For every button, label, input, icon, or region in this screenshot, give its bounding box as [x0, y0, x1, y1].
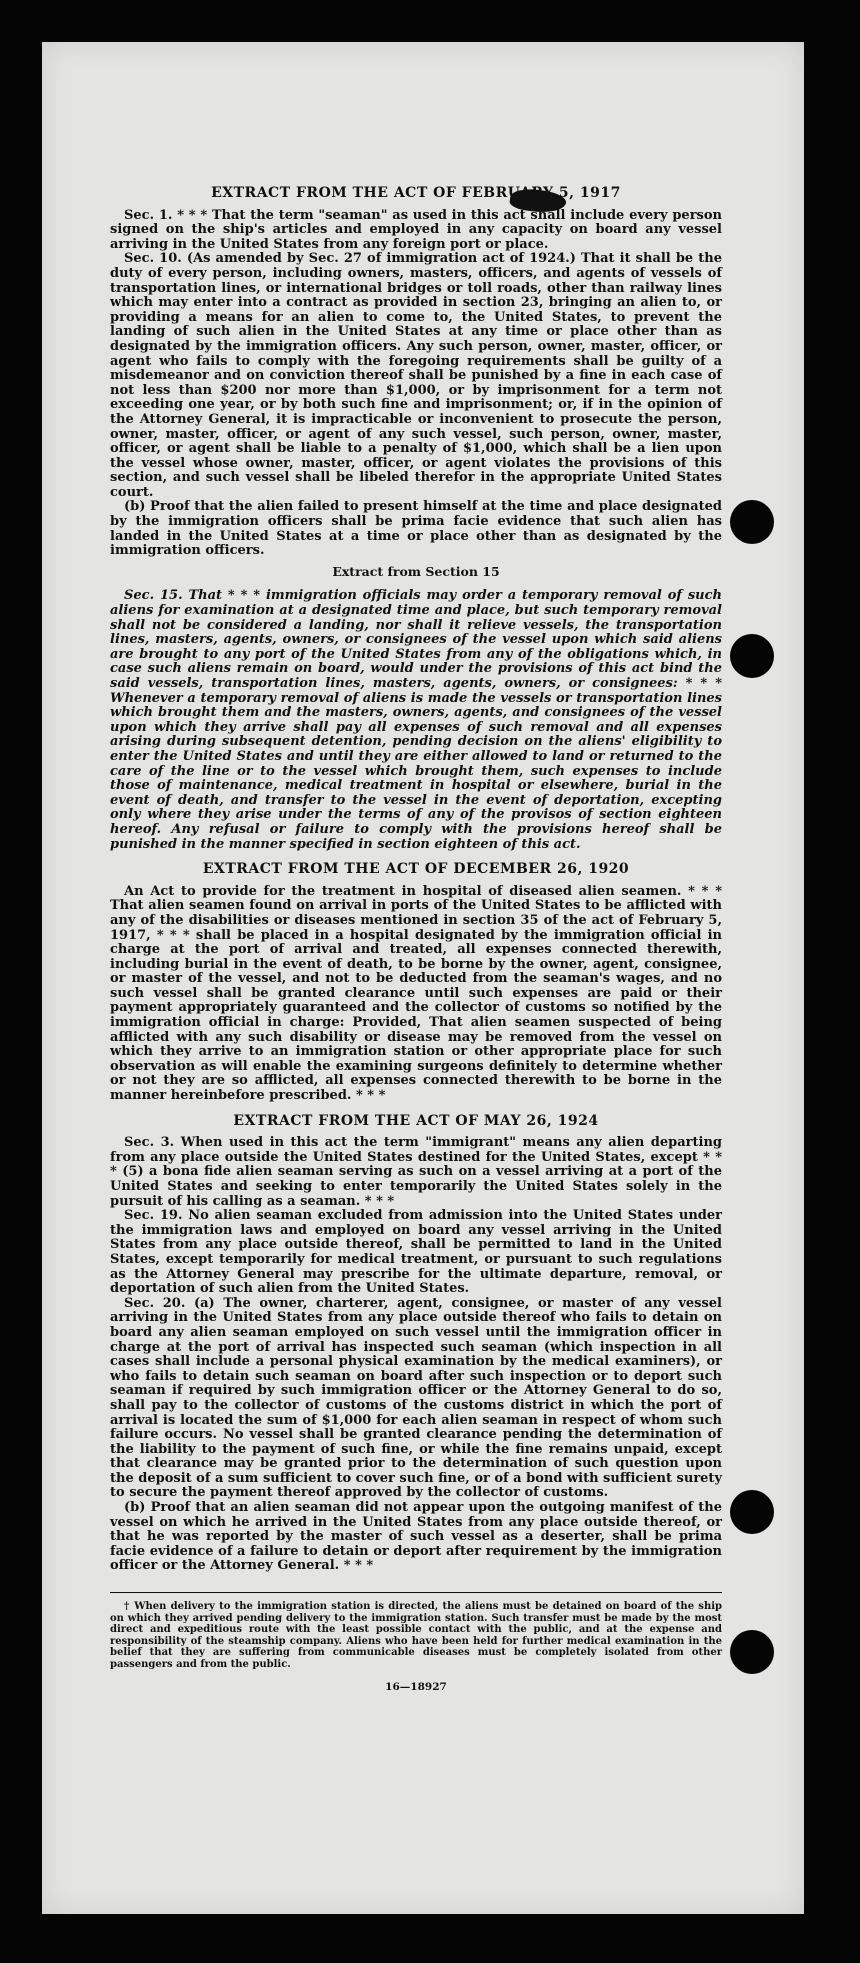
punch-hole: [730, 1490, 774, 1534]
footnote: † When delivery to the immigration station is directed, the aliens must be detained on board of the ship on which they arrived pending delivery to the immigration station. Such transfer must be made by the most direct and expeditious route with the least possible contact with the public, and at the expense and responsibility of the steamship company. Aliens who have been held for further medical examination in the belief that they are suffering from communicable diseases must be completely isolated from other passengers and from the public.: [110, 1601, 722, 1670]
section-heading: EXTRACT FROM THE ACT OF MAY 26, 1924: [233, 1112, 599, 1129]
paragraph: Sec. 19. No alien seaman excluded from admission into the United States under the immigration laws and employed on board any vessel arriving in the United States from any place outside thereof, shall be permitted to land in the United States, except temporarily for medical treatment, or pursuant to such regulations as the Attorney General may prescribe for the ultimate departure, removal, or deportation of such alien from the United States.: [110, 1208, 722, 1297]
punch-hole: [730, 500, 774, 544]
paragraph: An Act to provide for the treatment in hospital of diseased alien seamen. * * * That alien seamen found on arrival in ports of the United States to be afflicted with any of the disabilities or diseases mentioned in section 35 of the act of February 5, 1917, * * * shall be placed in a hospital designated by the immigration official in charge at the port of arrival and treated, all expenses connected therewith, including burial in the event of death, to be borne by the owner, agent, consignee, or master of the vessel, and not to be deducted from the seaman's wages, and no such vessel shall be granted clearance until such expenses are paid or their payment appropriately guaranteed and the collector of customs so notified by the immigration official in charge: Provided, That alien seamen suspected of being afflicted with any such disability or disease may be removed from the vessel on which they arrive to an immigration station or other appropriate place for such observation as will enable the examining surgeons definitely to determine whether or not they are so afflicted, all expenses connected therewith to be borne in the manner hereinbefore prescribed. * * *: [110, 883, 722, 1104]
paragraph: (b) Proof that an alien seaman did not appear upon the outgoing manifest of the vessel on which he arrived in the United States from any place outside thereof, or that he was reported by the master of such vessel as a deserter, shall be prima facie evidence of a failure to detain or deport after requirement by the immigration officer or the Attorney General. * * *: [110, 1500, 722, 1574]
paragraph: Sec. 10. (As amended by Sec. 27 of immigration act of 1924.) That it shall be the duty of every person, including owners, masters, officers, and agents of vessels of transportation lines, or international bridges or toll roads, other than railway lines which may enter into a contract as provided in section 23, bringing an alien to, or providing a means for an alien to come to, the United States, to prevent the landing of such alien in the United States at any time or place other than as designated by the immigration officers. Any such person, owner, master, officer, or agent who fails to comply with the foregoing requirements shall be guilty of a misdemeanor and on conviction thereof shall be punished by a fine in each case of not less than $200 nor more than $1,000, or by imprisonment for a term not exceeding one year, or by both such fine and imprisonment; or, if in the opinion of the Attorney General, it is impracticable or inconvenient to prosecute the person, owner, master, officer, or agent of any such vessel, such person, owner, master, officer, or agent shall be liable to a penalty of $1,000, which shall be a lien upon the vessel whose owner, master, officer, or agent violates the provisions of this section, and such vessel shall be libeled therefor in the appropriate United States court.: [110, 251, 722, 500]
document-content: [110, 186, 722, 1695]
section-heading: EXTRACT FROM THE ACT OF FEBRUARY 5, 1917: [211, 185, 621, 201]
document-number: 16—18927: [385, 1681, 447, 1694]
paragraph: Sec. 15. That * * * immigration officials may order a temporary removal of such aliens for examination at a designated time and place, but such temporary removal shall not be considered a landing, nor shall it relieve vessels, the transportation lines, masters, agents, owners, or consignees of the vessel upon which said aliens are brought to any port of the United States from any of the obligations which, in case such aliens remain on board, would under the provisions of this act bind the said vessels, transportation lines, masters, agents, owners, or consignees: * * * Whenever a temporary removal of aliens is made the vessels or transportation lines which brought them and the masters, owners, agents, and consignees of the vessel upon which they arrive shall pay all expenses of such removal and all expenses arising during subsequent detention, pending decision on the aliens' eligibility to enter the United States and until they are either allowed to land or returned to the care of the line or to the vessel which brought them, such expenses to include those of maintenance, medical treatment in hospital or elsewhere, burial in the event of death, and transfer to the vessel in the event of deportation, excepting only where they arise under the terms of any of the provisos of section eighteen hereof. Any refusal or failure to comply with the provisions hereof shall be punished in the manner specified in section eighteen of this act.: [110, 588, 722, 852]
paragraph: (b) Proof that the alien failed to present himself at the time and place designated by the immigration officers shall be prima facie evidence that such alien has landed in the United States at a time or place other than as designated by the immigration officers.: [110, 499, 722, 559]
section-subheading: Extract from Section 15: [332, 563, 500, 579]
punch-hole: [730, 634, 774, 678]
section-heading: EXTRACT FROM THE ACT OF DECEMBER 26, 1920: [202, 861, 630, 878]
punch-hole: [730, 1630, 774, 1674]
paragraph: Sec. 20. (a) The owner, charterer, agent, consignee, or master of any vessel arriving in the United States from any place outside thereof who fails to detain on board any alien seaman employed on such vessel until the immigration officer in charge at the port of arrival has inspected such seaman (which inspection in all cases shall include a personal physical examination by the medical examiners), or who fails to detain such seaman on board after such inspection or to deport such seaman if required by such immigration officer or the Attorney General to do so, shall pay to the collector of customs of the customs district in which the port of arrival is located the sum of $1,000 for each alien seaman in respect of whom such failure occurs. No vessel shall be granted clearance pending the determination of the liability to the payment of such fine, or while the fine remains unpaid, except that clearance may be granted prior to the determination of such question upon the deposit of a sum sufficient to cover such fine, or of a bond with sufficient surety to secure the payment thereof approved by the collector of customs.: [110, 1295, 722, 1501]
paragraph: Sec. 1. * * * That the term "seaman" as used in this act shall include every person signed on the ship's articles and employed in any capacity on board any vessel arriving in the United States from any foreign port or place.: [110, 207, 722, 252]
footnote-divider: [110, 1592, 722, 1593]
paragraph: Sec. 3. When used in this act the term "immigrant" means any alien departing from any place outside the United States destined for the United States, except * * * (5) a bona fide alien seaman serving as such on a vessel arriving at a port of the United States and seeking to enter temporarily the United States solely in the pursuit of his calling as a seaman. * * *: [110, 1135, 722, 1209]
